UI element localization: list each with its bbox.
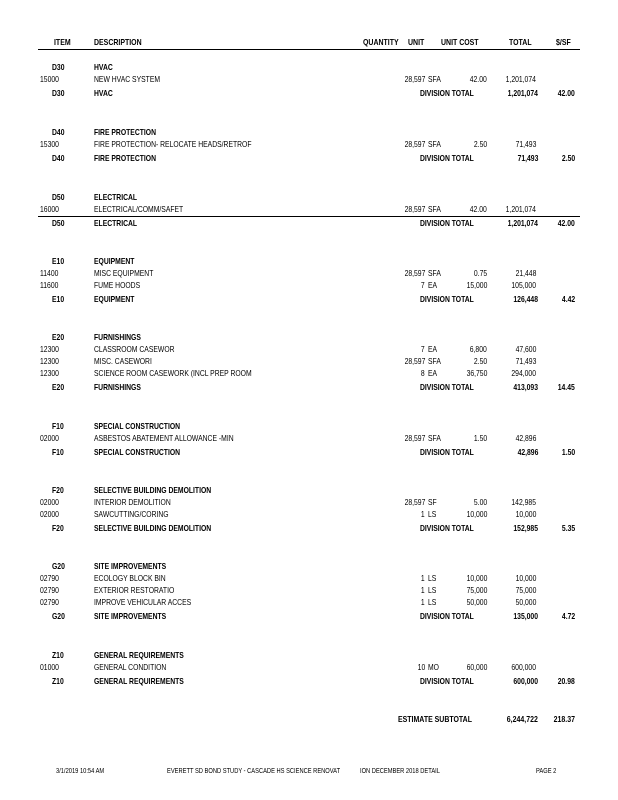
- division-code: G20: [52, 561, 65, 571]
- division-total-row: [0, 611, 618, 622]
- division-cost-per-sf: 20.98: [557, 676, 575, 686]
- division-cost-per-sf: 42.00: [557, 218, 575, 228]
- item-quantity: 28,597: [404, 356, 425, 366]
- division-total-title: SELECTIVE BUILDING DEMOLITION: [94, 523, 212, 533]
- line-item: [0, 497, 618, 508]
- division-total-amount: 71,493: [517, 153, 538, 163]
- line-item: [0, 139, 618, 150]
- division-total-amount: 413,093: [513, 382, 538, 392]
- item-quantity: 10: [417, 662, 425, 672]
- division-cost-per-sf: 42.00: [557, 88, 575, 98]
- division-total-amount: 1,201,074: [507, 88, 538, 98]
- item-total: 50,000: [515, 597, 536, 607]
- division-heading: [0, 62, 618, 73]
- division-total-amount: 126,448: [513, 294, 538, 304]
- item-code: 11600: [40, 280, 59, 290]
- item-unit-cost: 10,000: [466, 573, 487, 583]
- line-item: [0, 280, 618, 291]
- division-total-title: FIRE PROTECTION: [94, 153, 156, 163]
- item-unit: SFA: [428, 268, 441, 278]
- item-unit-cost: 42.00: [469, 74, 487, 84]
- item-total: 71,493: [515, 139, 536, 149]
- estimate-subtotal-per-sf: 218.37: [553, 714, 575, 724]
- item-quantity: 28,597: [404, 268, 425, 278]
- item-unit-cost: 0.75: [473, 268, 487, 278]
- item-unit: MO: [428, 662, 439, 672]
- division-total-label: DIVISION TOTAL: [420, 88, 474, 98]
- division-total-code: D30: [52, 88, 65, 98]
- item-code: 16000: [40, 204, 59, 214]
- item-unit: EA: [428, 344, 438, 354]
- item-unit-cost: 60,000: [466, 662, 487, 672]
- item-unit: EA: [428, 280, 438, 290]
- item-unit-cost: 6,800: [469, 344, 487, 354]
- item-unit: LS: [428, 597, 437, 607]
- estimate-subtotal-label: ESTIMATE SUBTOTAL: [398, 714, 472, 724]
- item-unit-cost: 5.00: [473, 497, 487, 507]
- division-total-amount: 135,000: [513, 611, 538, 621]
- division-cost-per-sf: 2.50: [561, 153, 575, 163]
- estimate-subtotal-total: 6,244,722: [506, 714, 538, 724]
- division-title: ELECTRICAL: [94, 192, 138, 202]
- division-total-label: DIVISION TOTAL: [420, 382, 474, 392]
- division-code: D30: [52, 62, 65, 72]
- footer-timestamp: 3/1/2019 10:54 AM: [56, 768, 105, 775]
- division-cost-per-sf: 1.50: [561, 447, 575, 457]
- item-unit-cost: 1.50: [473, 433, 487, 443]
- division-title: GENERAL REQUIREMENTS: [94, 650, 184, 660]
- item-unit-cost: 10,000: [466, 509, 487, 519]
- division-title: FURNISHINGS: [94, 332, 141, 342]
- division-heading: [0, 650, 618, 661]
- division-total-row: [0, 676, 618, 687]
- division-title: FIRE PROTECTION: [94, 127, 156, 137]
- item-code: 12300: [40, 344, 59, 354]
- item-description: SAWCUTTING/CORING: [94, 509, 169, 519]
- division-total-code: D50: [52, 218, 65, 228]
- item-description: IMPROVE VEHICULAR ACCES: [94, 597, 192, 607]
- item-unit-cost: 75,000: [466, 585, 487, 595]
- division-code: D40: [52, 127, 65, 137]
- division-total-amount: 152,985: [513, 523, 538, 533]
- division-total-amount: 1,201,074: [507, 218, 538, 228]
- item-quantity: 1: [421, 573, 425, 583]
- item-unit: SFA: [428, 74, 441, 84]
- division-total-code: F20: [52, 523, 64, 533]
- division-title: HVAC: [94, 62, 113, 72]
- division-total-code: D40: [52, 153, 65, 163]
- division-total-amount: 600,000: [513, 676, 538, 686]
- item-total: 600,000: [511, 662, 536, 672]
- item-code: 02000: [40, 433, 59, 443]
- col-header-per-sf: $/SF: [556, 37, 571, 47]
- item-code: 01000: [40, 662, 59, 672]
- item-description: ELECTRICAL/COMM/SAFET: [94, 204, 184, 214]
- line-item: [0, 509, 618, 520]
- item-description: ASBESTOS ABATEMENT ALLOWANCE -MIN: [94, 433, 234, 443]
- division-total-title: FURNISHINGS: [94, 382, 141, 392]
- division-total-row: [0, 382, 618, 393]
- division-heading: [0, 421, 618, 432]
- division-total-title: EQUIPMENT: [94, 294, 135, 304]
- division-total-title: SITE IMPROVEMENTS: [94, 611, 167, 621]
- item-quantity: 7: [421, 280, 425, 290]
- item-total: 75,000: [515, 585, 536, 595]
- item-description: NEW HVAC SYSTEM: [94, 74, 161, 84]
- col-header-quantity: QUANTITY: [363, 37, 399, 47]
- item-total: 10,000: [515, 573, 536, 583]
- line-item: [0, 573, 618, 584]
- item-code: 02790: [40, 585, 59, 595]
- division-cost-per-sf: 5.35: [561, 523, 575, 533]
- line-item: [0, 268, 618, 279]
- line-item: [0, 356, 618, 367]
- item-total: 142,985: [511, 497, 536, 507]
- division-code: F20: [52, 485, 64, 495]
- division-heading: [0, 127, 618, 138]
- footer-project-detail: ION DECEMBER 2018 DETAIL: [360, 768, 440, 775]
- division-total-code: G20: [52, 611, 65, 621]
- line-item: [0, 662, 618, 673]
- line-item: [0, 597, 618, 608]
- line-item: [0, 344, 618, 355]
- item-quantity: 7: [421, 344, 425, 354]
- item-code: 12300: [40, 368, 59, 378]
- division-heading: [0, 332, 618, 343]
- division-title: EQUIPMENT: [94, 256, 135, 266]
- division-total-label: DIVISION TOTAL: [420, 611, 474, 621]
- item-total: 1,201,074: [505, 74, 536, 84]
- col-header-unit-cost: UNIT COST: [441, 37, 479, 47]
- item-unit: SFA: [428, 139, 441, 149]
- item-description: MISC. CASEWORI: [94, 356, 152, 366]
- division-total-label: DIVISION TOTAL: [420, 523, 474, 533]
- item-total: 105,000: [511, 280, 536, 290]
- item-description: FIRE PROTECTION- RELOCATE HEADS/RETROF: [94, 139, 252, 149]
- item-code: 15300: [40, 139, 59, 149]
- division-total-row: [0, 218, 618, 229]
- item-description: ECOLOGY BLOCK BIN: [94, 573, 166, 583]
- item-description: GENERAL CONDITION: [94, 662, 167, 672]
- item-quantity: 1: [421, 597, 425, 607]
- division-title: SPECIAL CONSTRUCTION: [94, 421, 181, 431]
- footer-page-number: PAGE 2: [536, 768, 557, 775]
- item-quantity: 28,597: [404, 74, 425, 84]
- item-unit-cost: 50,000: [466, 597, 487, 607]
- page-break-rule: [38, 216, 580, 217]
- division-total-title: HVAC: [94, 88, 113, 98]
- division-title: SELECTIVE BUILDING DEMOLITION: [94, 485, 212, 495]
- division-total-label: DIVISION TOTAL: [420, 218, 474, 228]
- item-total: 42,896: [515, 433, 536, 443]
- item-quantity: 1: [421, 509, 425, 519]
- col-header-item: ITEM: [54, 37, 71, 47]
- item-unit-cost: 2.50: [473, 139, 487, 149]
- division-total-label: DIVISION TOTAL: [420, 153, 474, 163]
- item-quantity: 28,597: [404, 433, 425, 443]
- division-total-label: DIVISION TOTAL: [420, 294, 474, 304]
- item-quantity: 28,597: [404, 497, 425, 507]
- item-quantity: 8: [421, 368, 425, 378]
- division-cost-per-sf: 4.72: [561, 611, 575, 621]
- item-code: 02790: [40, 597, 59, 607]
- item-code: 15000: [40, 74, 59, 84]
- line-item: [0, 368, 618, 379]
- division-heading: [0, 192, 618, 203]
- division-title: SITE IMPROVEMENTS: [94, 561, 167, 571]
- division-total-row: [0, 523, 618, 534]
- division-total-code: E20: [52, 382, 65, 392]
- item-total: 1,201,074: [505, 204, 536, 214]
- division-heading: [0, 485, 618, 496]
- division-total-code: F10: [52, 447, 64, 457]
- division-total-title: ELECTRICAL: [94, 218, 138, 228]
- item-unit: LS: [428, 573, 437, 583]
- division-total-title: SPECIAL CONSTRUCTION: [94, 447, 181, 457]
- item-description: INTERIOR DEMOLITION: [94, 497, 171, 507]
- col-header-description: DESCRIPTION: [94, 37, 142, 47]
- division-total-label: DIVISION TOTAL: [420, 676, 474, 686]
- item-quantity: 28,597: [404, 204, 425, 214]
- division-total-row: [0, 153, 618, 164]
- item-total: 294,000: [511, 368, 536, 378]
- division-total-amount: 42,896: [517, 447, 538, 457]
- division-total-row: [0, 447, 618, 458]
- division-total-code: E10: [52, 294, 65, 304]
- item-description: SCIENCE ROOM CASEWORK (INCL PREP ROOM: [94, 368, 252, 378]
- item-unit: SF: [428, 497, 437, 507]
- item-code: 02000: [40, 509, 59, 519]
- division-heading: [0, 561, 618, 572]
- item-quantity: 1: [421, 585, 425, 595]
- division-total-title: GENERAL REQUIREMENTS: [94, 676, 184, 686]
- item-code: 12300: [40, 356, 59, 366]
- item-description: CLASSROOM CASEWOR: [94, 344, 175, 354]
- division-total-label: DIVISION TOTAL: [420, 447, 474, 457]
- line-item: [0, 74, 618, 85]
- division-total-row: [0, 294, 618, 305]
- item-unit: SFA: [428, 433, 441, 443]
- item-code: 02000: [40, 497, 59, 507]
- col-header-unit: UNIT: [408, 37, 425, 47]
- division-total-row: [0, 88, 618, 99]
- division-cost-per-sf: 14.45: [557, 382, 575, 392]
- item-total: 47,600: [515, 344, 536, 354]
- item-description: EXTERIOR RESTORATIO: [94, 585, 175, 595]
- item-total: 21,448: [515, 268, 536, 278]
- item-unit-cost: 15,000: [466, 280, 487, 290]
- item-unit: LS: [428, 585, 437, 595]
- division-code: D50: [52, 192, 65, 202]
- item-unit: EA: [428, 368, 438, 378]
- item-quantity: 28,597: [404, 139, 425, 149]
- division-cost-per-sf: 4.42: [561, 294, 575, 304]
- item-description: MISC EQUIPMENT: [94, 268, 154, 278]
- division-heading: [0, 256, 618, 267]
- line-item: [0, 585, 618, 596]
- division-code: Z10: [52, 650, 64, 660]
- header-rule: [38, 49, 580, 50]
- item-unit-cost: 36,750: [466, 368, 487, 378]
- item-unit: LS: [428, 509, 437, 519]
- line-item: [0, 433, 618, 444]
- footer-project-title: EVERETT SD BOND STUDY - CASCADE HS SCIENCE RENOVAT: [167, 768, 341, 775]
- col-header-total: TOTAL: [509, 37, 532, 47]
- item-total: 71,493: [515, 356, 536, 366]
- division-total-code: Z10: [52, 676, 64, 686]
- line-item: [0, 204, 618, 215]
- item-unit: SFA: [428, 356, 441, 366]
- item-code: 11400: [40, 268, 59, 278]
- item-code: 02790: [40, 573, 59, 583]
- division-code: F10: [52, 421, 64, 431]
- item-description: FUME HOODS: [94, 280, 141, 290]
- division-code: E20: [52, 332, 65, 342]
- division-code: E10: [52, 256, 65, 266]
- item-total: 10,000: [515, 509, 536, 519]
- item-unit: SFA: [428, 204, 441, 214]
- item-unit-cost: 42.00: [469, 204, 487, 214]
- item-unit-cost: 2.50: [473, 356, 487, 366]
